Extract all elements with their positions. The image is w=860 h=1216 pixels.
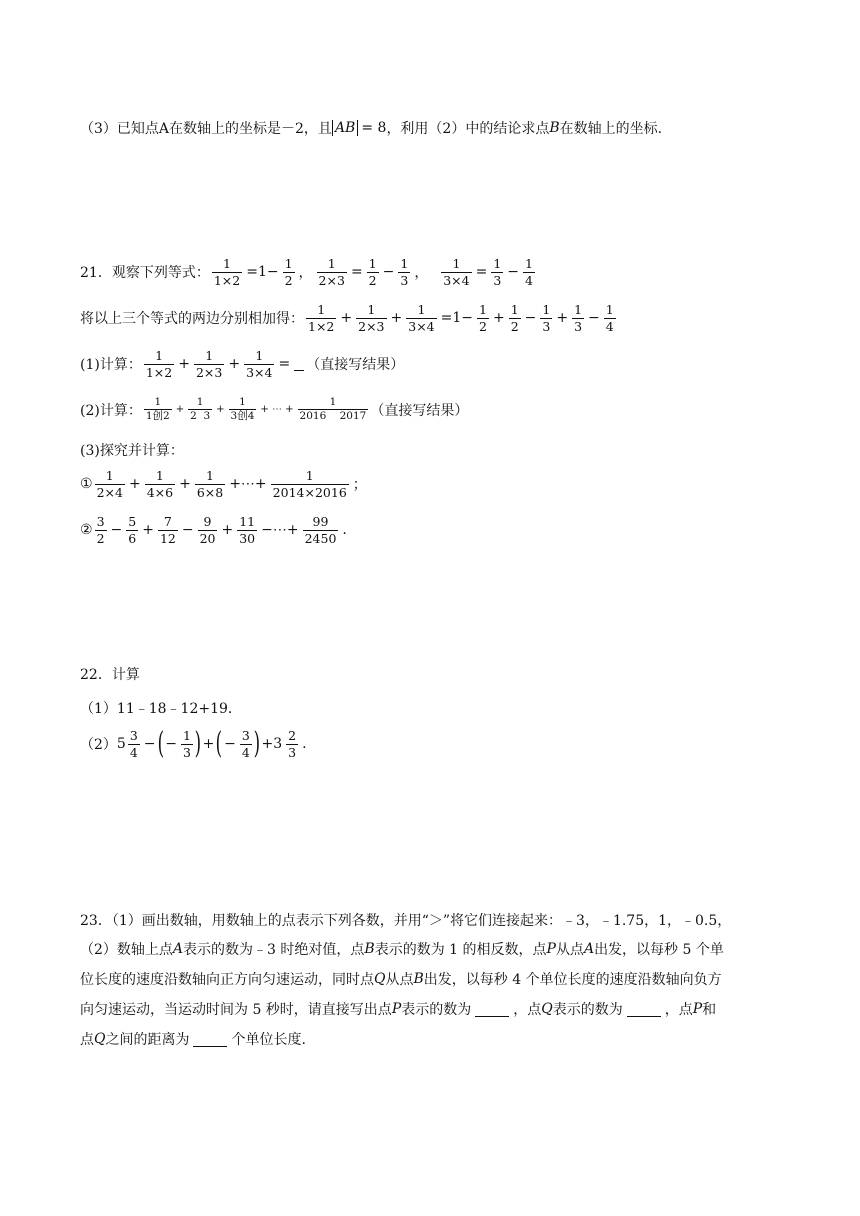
circled-2: ② [80,522,93,539]
fraction: $\frac{1}{2}$ [368,256,377,288]
q22-title-line [80,664,140,684]
fraction: $\frac{1}{2\times 3}$ [318,256,345,288]
answer-blank-p[interactable] [475,1002,509,1017]
q23-part1: 23．（1）画出数轴，用数轴上的点表示下列各数，并用“＞”将它们连接起来：﹣3，﹣1.75，1，﹣0.5， [80,913,732,929]
q22-title: 22．计算 [80,667,140,683]
fraction: $\frac{1}{1\times 2}$ [213,256,241,288]
answer-blank-distance[interactable] [193,1032,227,1047]
q21-part3-item2: ② $\frac{3}{2}$ − $\frac{5}{6}$ + $\frac{7}{12}$ − $\frac{9}{20}$ + $\frac{11}{30}$ −⋯+ $\frac{99}{2450}$ . [80,514,347,546]
abs-ab: AB [332,120,358,136]
q23-line1 [80,910,731,930]
q20-eq: = 8 [361,120,387,136]
q23-line2: （2）数轴上点 A 表示的数为﹣3 时绝对值，点 B 表示的数为 1 的相反数，点 P 从点 A 出发，以每秒 5 个单 [80,941,724,958]
q21-p2-label: (2)计算： [80,402,142,419]
q22-p1: （1）11﹣18﹣12+19． [80,701,242,717]
circled-1: ① [80,476,93,493]
q23-line5: 点 Q 之间的距离为 个单位长度. [80,1031,306,1048]
q20-part3-prefix: （3）已知点A在数轴上的坐标是－2，且 [80,121,332,137]
fraction: $\frac{1}{3\times 4}$ [443,256,470,288]
q21-part2: (2)计算： $\frac{1}{\text{1创2}}$ + $\frac{1}{2 3}$ + $\frac{1}{\text{3创4}}$ + ⋯ + $\frac{1}{2016 2017}$ （直接写结果） [80,396,469,423]
q20-part3-suffix2: 在数轴上的坐标. [559,121,663,137]
q21-part3-item1: ① $\frac{1}{2\times 4}$ + $\frac{1}{4\times 6}$ + $\frac{1}{6\times 8}$ +⋯+ $\frac{1}{2014\times 2016}$ ； [80,468,367,500]
q21-p1-note: （直接写结果） [306,357,405,374]
q21-p2-note: （直接写结果） [370,402,469,419]
q21-sum-line: 将以上三个等式的两边分别相加得： $\frac{1}{1\times 2}$ + $\frac{1}{2\times 3}$ + $\frac{1}{3\times 4}$ =1− $\frac{1}{2}$ + $\frac{1}{2}$ − $\frac{1}{3}$ + $\frac{1}{3}$ − $\frac{1}{4}$ [80,302,614,334]
q22-part1 [80,698,242,718]
q21-p3-label: (3)探究并计算： [80,443,184,459]
fraction: $\frac{1}{4}$ [525,256,533,288]
q23-line3: 位长度的速度沿数轴向正方向匀速运动，同时点 Q 从点 B 出发，以每秒 4 个单位长度的速度沿数轴向负方 [80,971,722,988]
q21-sum-intro: 将以上三个等式的两边分别相加得： [80,311,304,328]
q20-point-b: B [549,120,560,136]
q20-part3-suffix: ，利用（2）中的结论求点 [386,121,550,137]
fraction: $\frac{1}{2}$ [284,256,293,288]
q23-line4: 向匀速运动，当运动时间为 5 秒时，请直接写出点 P 表示的数为 ，点 Q 表示的数为 ，点 P 和 [80,1001,717,1018]
q21-part1: (1)计算： $\frac{1}{1\times 2}$ + $\frac{1}{2\times 3}$ + $\frac{1}{3\times 4}$ = （直接写结果） [80,348,405,380]
q21-part3-label-line [80,440,184,460]
q22-part2: （2） 5 $\frac{3}{4}$ − ( − $\frac{1}{3}$ ) + ( − $\frac{3}{4}$ ) +3 $\frac{2}{3}$ . [80,726,307,762]
answer-blank-q[interactable] [627,1002,661,1017]
q21-p1-label: (1)计算： [80,357,142,374]
q22-p2-label: （2） [80,737,117,754]
answer-blank[interactable] [294,358,304,371]
q21-intro: 21．观察下列等式： [80,265,210,282]
q20-part3 [80,118,662,138]
fraction: $\frac{1}{3}$ [493,256,502,288]
fraction: $\frac{1}{3}$ [400,256,409,288]
q21-intro-line: 21．观察下列等式： $\frac{1}{1\times 2}$ =1− $\frac{1}{2}$ ， $\frac{1}{2\times 3}$ = $\frac{1}{2}$ − $\frac{1}{3}$ ， $\frac{1}{3\times 4}$ = $\frac{1}{3}$ − $\frac{1}{4}$ [80,256,533,288]
